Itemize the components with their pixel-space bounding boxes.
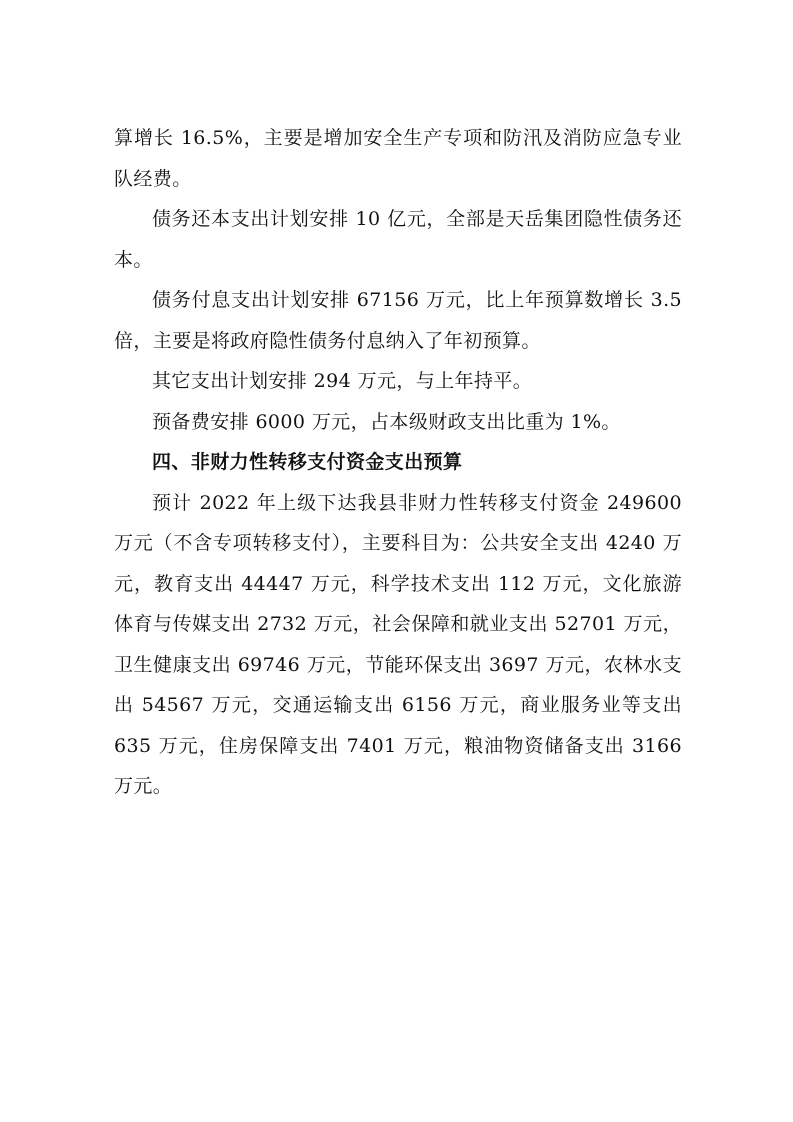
paragraph-safety-production: 算增长 16.5%，主要是增加安全生产专项和防汛及消防应急专业队经费。 [114, 127, 682, 190]
paragraph-debt-interest: 债务付息支出计划安排 67156 万元，比上年预算数增长 3.5 倍，主要是将政府隐性债务付息纳入了年初预算。 [114, 289, 682, 352]
paragraph-other-expenditure: 其它支出计划安排 294 万元，与上年持平。 [152, 370, 533, 392]
paragraph-transfer-payments: 预计 2022 年上级下达我县非财力性转移支付资金 249600 万元（不含专项转移支付），主要科目为：公共安全支出 4240 万元，教育支出 44447 万元，科学技术支出 112 万元，文化旅游体育与传媒支出 2732 万元，社会保障和就业支出 52701 万元，卫生健康支出 69746 万元，节能环保支出 3697 万元，农林水支出 54567 万元，交通运输支出 6156 万元，商业服务业等支出 635 万元，住房保障支出 7401 万元，粮油物资储备支出 3166 万元。 [114, 491, 682, 797]
document-body [114, 118, 682, 807]
section-heading: 四、非财力性转移支付资金支出预算 [152, 451, 463, 473]
paragraph-debt-principal: 债务还本支出计划安排 10 亿元，全部是天岳集团隐性债务还本。 [114, 208, 682, 271]
paragraph-reserve-fund: 预备费安排 6000 万元，占本级财政支出比重为 1%。 [152, 410, 621, 433]
